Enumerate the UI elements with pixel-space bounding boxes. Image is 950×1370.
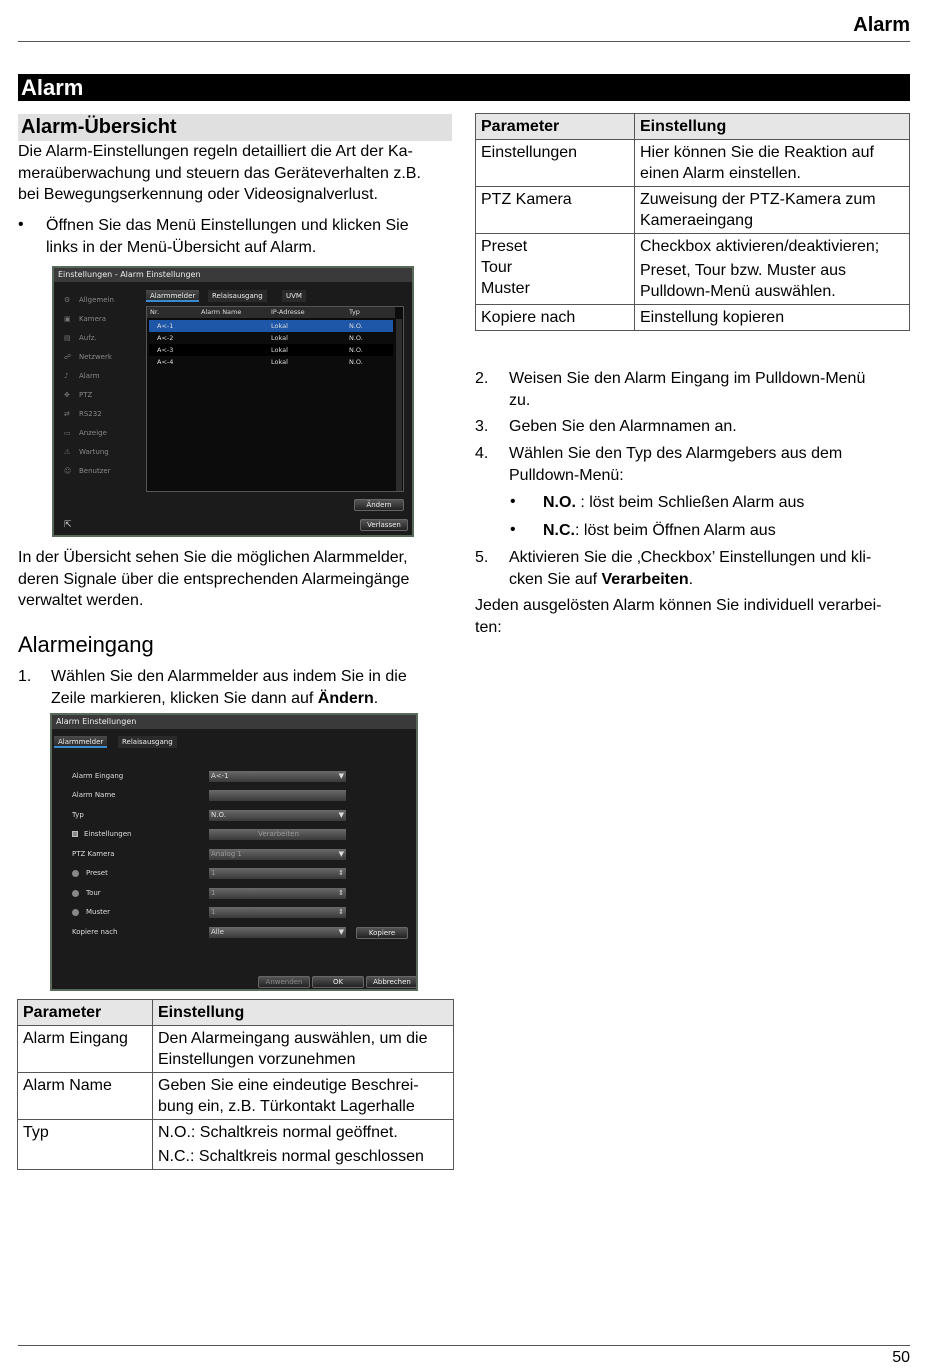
sidebar-item-rs232[interactable] bbox=[64, 408, 102, 420]
table-row[interactable] bbox=[149, 332, 393, 344]
step5-text bbox=[509, 547, 909, 590]
step1-line: Wählen Sie den Alarmmelder aus indem Sie in die bbox=[51, 668, 407, 685]
stepper-value: 1 bbox=[211, 908, 216, 916]
display-icon: ▭ bbox=[64, 429, 71, 437]
back-icon[interactable]: ⇱ bbox=[64, 520, 72, 530]
copy-to-label: Kopiere nach bbox=[72, 928, 118, 936]
sidebar-item-label: Alarm bbox=[79, 372, 100, 380]
sub-bullet-nc bbox=[543, 520, 776, 542]
serial-icon: ⇄ bbox=[64, 410, 70, 418]
sidebar-item-ptz[interactable] bbox=[64, 389, 92, 401]
step1-number: 1. bbox=[18, 668, 32, 685]
bullet-line: links in der Menü-Übersicht auf Alarm. bbox=[46, 238, 317, 256]
select-value: Analog 1 bbox=[211, 850, 242, 858]
page-number: 50 bbox=[892, 1349, 910, 1366]
sidebar-item-camera[interactable] bbox=[64, 313, 106, 325]
chevron-down-icon: ▼ bbox=[338, 811, 344, 819]
sidebar-item-general[interactable] bbox=[64, 294, 114, 306]
copy-to-select[interactable] bbox=[209, 927, 346, 938]
copy-button[interactable]: Kopiere bbox=[356, 927, 408, 939]
stepper-arrows-icon: ⇕ bbox=[338, 889, 344, 897]
cell-nr: A<-4 bbox=[157, 358, 174, 366]
cell-ip: Lokal bbox=[271, 358, 288, 366]
select-value: A<-1 bbox=[211, 772, 229, 780]
bullet-icon: • bbox=[510, 521, 516, 538]
stepper-arrows-icon: ⇕ bbox=[338, 869, 344, 877]
apply-button[interactable]: Anwenden bbox=[258, 976, 310, 988]
sidebar-item-display[interactable] bbox=[64, 427, 107, 439]
table-row bbox=[18, 1120, 454, 1170]
cell-ip: Lokal bbox=[271, 346, 288, 354]
cell-param bbox=[476, 234, 635, 305]
col-nr: Nr. bbox=[150, 308, 160, 316]
intro-line: meraüberwachung und steuern das Geräteverhalten z.B. bbox=[18, 164, 421, 182]
cell-param: PTZ Kamera bbox=[476, 187, 635, 234]
stepper-value: 1 bbox=[211, 869, 216, 877]
screenshot-title: Alarm Einstellungen bbox=[52, 715, 416, 729]
bullet-icon: • bbox=[18, 216, 24, 233]
cell-ip: Lokal bbox=[271, 334, 288, 342]
table-row[interactable] bbox=[149, 320, 393, 332]
text-run: Zeile markieren, klicken Sie dann auf bbox=[51, 689, 318, 707]
bullet-icon: • bbox=[510, 493, 516, 510]
cell-setting bbox=[635, 305, 910, 331]
bold-run: N.O. bbox=[543, 494, 576, 511]
cell-param: Kopiere nach bbox=[476, 305, 635, 331]
overview-after bbox=[18, 547, 458, 612]
cell-setting bbox=[153, 1120, 454, 1170]
step-line: Weisen Sie den Alarm Eingang im Pulldown-Menü bbox=[509, 370, 866, 387]
table-row bbox=[18, 1026, 454, 1073]
alarm-settings-screenshot bbox=[52, 266, 414, 537]
stepper-value: 1 bbox=[211, 889, 216, 897]
step4-text bbox=[509, 443, 909, 486]
header-rule bbox=[18, 41, 910, 42]
alarm-icon: ♪ bbox=[64, 372, 69, 380]
sidebar-item-label: PTZ bbox=[79, 391, 93, 399]
maintenance-icon: ⚠ bbox=[64, 448, 71, 456]
sidebar-item-label: Netzwerk bbox=[79, 353, 112, 361]
cell-line: Kameraeingang bbox=[640, 212, 753, 229]
cell-param: Alarm Eingang bbox=[18, 1026, 153, 1073]
cell-setting bbox=[635, 234, 910, 305]
cell-line: Muster bbox=[481, 280, 530, 297]
select-value: Alle bbox=[211, 928, 224, 936]
ptz-camera-select[interactable] bbox=[209, 849, 346, 860]
sidebar-item-maintenance[interactable] bbox=[64, 446, 109, 458]
cell-type: N.O. bbox=[349, 322, 363, 330]
cell-line: N.C.: Schaltkreis normal geschlossen bbox=[158, 1148, 424, 1165]
alarm-name-label: Alarm Name bbox=[72, 791, 116, 799]
cell-line: Einstellung kopieren bbox=[640, 309, 785, 326]
tab-uvm[interactable]: UVM bbox=[282, 290, 306, 302]
ok-button[interactable]: OK bbox=[312, 976, 364, 988]
alarm-input-screenshot bbox=[50, 713, 418, 991]
sidebar-item-network[interactable] bbox=[64, 351, 112, 363]
overview-title: Alarm-Übersicht bbox=[18, 114, 452, 141]
col-alarm-name: Alarm Name bbox=[201, 308, 242, 316]
list-scrollbar[interactable] bbox=[396, 319, 402, 491]
step1-line bbox=[51, 688, 461, 710]
radio-label: Tour bbox=[86, 889, 101, 897]
cell-line: Checkbox aktivieren/deaktivieren; bbox=[640, 238, 880, 255]
cell-setting bbox=[635, 187, 910, 234]
step1-text bbox=[51, 666, 461, 709]
col-type: Typ bbox=[349, 308, 360, 316]
chevron-down-icon: ▼ bbox=[338, 928, 344, 936]
cell-line: Den Alarmeingang auswählen, um die bbox=[158, 1030, 428, 1047]
table-row bbox=[476, 140, 910, 187]
cell-param: Einstellungen bbox=[476, 140, 635, 187]
exit-button[interactable]: Verlassen bbox=[360, 519, 408, 531]
radio-label: Muster bbox=[86, 908, 111, 916]
change-button[interactable]: Ändern bbox=[354, 499, 404, 511]
step-line bbox=[509, 569, 909, 591]
chevron-down-icon: ▼ bbox=[338, 772, 344, 780]
closing-line: ten: bbox=[475, 618, 502, 636]
cell-nr: A<-3 bbox=[157, 346, 174, 354]
alarm-input-select[interactable] bbox=[209, 771, 346, 782]
radio-icon bbox=[72, 870, 79, 877]
gear-icon: ⚙ bbox=[64, 296, 71, 304]
cell-nr: A<-1 bbox=[157, 322, 174, 330]
step4-number: 4. bbox=[475, 445, 489, 462]
table-header-row bbox=[476, 114, 910, 140]
bold-run: Verarbeiten bbox=[601, 570, 689, 588]
closing-text bbox=[475, 595, 915, 638]
alarm-sensor-list[interactable] bbox=[146, 306, 404, 492]
cell-ip: Lokal bbox=[271, 322, 288, 330]
cell-line: Geben Sie eine eindeutige Beschrei- bbox=[158, 1077, 419, 1094]
overview-intro bbox=[18, 141, 458, 206]
checkbox-label: Einstellungen bbox=[84, 830, 132, 838]
step3-text: Geben Sie den Alarmnamen an. bbox=[509, 418, 737, 435]
after-line: verwaltet werden. bbox=[18, 592, 144, 609]
bullet-line: Öffnen Sie das Menü Einstellungen und klicken Sie bbox=[46, 217, 409, 234]
header-setting: Einstellung bbox=[153, 1000, 454, 1026]
step-line: Pulldown-Menü: bbox=[509, 466, 624, 484]
parameter-table-left bbox=[17, 999, 454, 1170]
user-icon: ☺ bbox=[64, 467, 72, 475]
step-line: Wählen Sie den Typ des Alarmgebers aus dem bbox=[509, 445, 843, 462]
table-row bbox=[18, 1073, 454, 1120]
pattern-stepper[interactable] bbox=[209, 907, 346, 918]
col-ip-address: IP-Adresse bbox=[271, 308, 305, 316]
cell-type: N.O. bbox=[349, 346, 363, 354]
stepper-arrows-icon: ⇕ bbox=[338, 908, 344, 916]
header-setting: Einstellung bbox=[635, 114, 910, 140]
step-line: zu. bbox=[509, 391, 531, 409]
intro-line: Die Alarm-Einstellungen regeln detailliert die Art der Ka- bbox=[18, 143, 413, 160]
network-icon: ☍ bbox=[64, 353, 72, 361]
closing-line: Jeden ausgelösten Alarm können Sie individuell verarbei- bbox=[475, 597, 882, 614]
tour-radio[interactable] bbox=[72, 887, 101, 899]
tab-relay-output[interactable]: Relaisausgang bbox=[118, 736, 177, 748]
list-header bbox=[147, 307, 395, 318]
bold-run: N.C. bbox=[543, 522, 575, 539]
ptz-camera-label: PTZ Kamera bbox=[72, 850, 115, 858]
cell-line: Hier können Sie die Reaktion auf bbox=[640, 144, 874, 161]
tour-stepper[interactable] bbox=[209, 888, 346, 899]
radio-icon bbox=[72, 909, 79, 916]
pattern-radio[interactable] bbox=[72, 906, 110, 918]
page-header-title: Alarm bbox=[853, 14, 910, 36]
cell-type: N.O. bbox=[349, 334, 363, 342]
step5-number: 5. bbox=[475, 549, 489, 566]
cell-line: Zuweisung der PTZ-Kamera zum bbox=[640, 191, 876, 208]
preset-stepper[interactable] bbox=[209, 868, 346, 879]
type-label: Typ bbox=[72, 811, 84, 819]
sidebar-item-record[interactable] bbox=[64, 332, 97, 344]
header-parameter: Parameter bbox=[18, 1000, 153, 1026]
cell-line: Pulldown-Menü auswählen. bbox=[640, 283, 836, 300]
type-select[interactable] bbox=[209, 810, 346, 821]
record-icon: ▤ bbox=[64, 334, 71, 342]
cell-line: Preset bbox=[481, 238, 528, 255]
table-row bbox=[476, 305, 910, 331]
ptz-icon: ✥ bbox=[64, 391, 70, 399]
bold-run: Ändern bbox=[317, 689, 374, 707]
sub-bullet-no bbox=[543, 492, 804, 514]
cell-setting bbox=[153, 1026, 454, 1073]
header-parameter: Parameter bbox=[476, 114, 635, 140]
sidebar-item-label: Wartung bbox=[79, 448, 109, 456]
sidebar-item-label: Anzeige bbox=[79, 429, 107, 437]
alarm-input-label: Alarm Eingang bbox=[72, 772, 124, 780]
cell-line: Tour bbox=[481, 259, 513, 276]
sidebar-item-alarm[interactable] bbox=[64, 370, 100, 382]
cell-setting bbox=[635, 140, 910, 187]
overview-bullet bbox=[46, 215, 456, 258]
table-header-row bbox=[18, 1000, 454, 1026]
step-line: Aktivieren Sie die ‚Checkbox’ Einstellungen und kli- bbox=[509, 549, 872, 566]
text-run: : löst beim Schließen Alarm aus bbox=[575, 494, 805, 511]
alarm-input-title: Alarmeingang bbox=[18, 632, 154, 657]
parameter-table-right bbox=[475, 113, 910, 331]
cell-line: einen Alarm einstellen. bbox=[640, 165, 801, 182]
sidebar-item-label: Aufz. bbox=[79, 334, 97, 342]
cell-param: Alarm Name bbox=[18, 1073, 153, 1120]
checkbox-icon bbox=[72, 831, 78, 837]
table-row[interactable] bbox=[149, 356, 393, 368]
table-row[interactable] bbox=[149, 344, 393, 356]
radio-icon bbox=[72, 890, 79, 897]
intro-line: bei Bewegungserkennung oder Videosignalverlust. bbox=[18, 186, 378, 203]
screenshot-title: Einstellungen - Alarm Einstellungen bbox=[54, 268, 412, 282]
cell-line: Preset, Tour bzw. Muster aus bbox=[640, 262, 847, 279]
sidebar-item-label: Kamera bbox=[79, 315, 107, 323]
settings-checkbox[interactable] bbox=[72, 828, 131, 840]
text-run: cken Sie auf bbox=[509, 570, 602, 588]
cell-line: Einstellungen vorzunehmen bbox=[158, 1051, 356, 1068]
cell-param: Typ bbox=[18, 1120, 153, 1170]
text-run: . bbox=[688, 570, 694, 588]
text-run: : löst beim Öffnen Alarm aus bbox=[575, 522, 776, 539]
after-line: deren Signale über die entsprechenden Alarmeingänge bbox=[18, 570, 410, 588]
text-run: . bbox=[373, 689, 379, 707]
alarm-name-input[interactable] bbox=[209, 790, 346, 801]
section-title: Alarm bbox=[18, 74, 910, 101]
cell-line: N.O.: Schaltkreis normal geöffnet. bbox=[158, 1124, 398, 1141]
table-row bbox=[476, 234, 910, 305]
sidebar-item-label: RS232 bbox=[79, 410, 102, 418]
sidebar-item-label: Benutzer bbox=[79, 467, 111, 475]
process-button[interactable]: Verarbeiten bbox=[209, 829, 346, 840]
chevron-down-icon: ▼ bbox=[338, 850, 344, 858]
tab-relay-output[interactable]: Relaisausgang bbox=[208, 290, 267, 302]
tab-alarm-sensor[interactable]: Alarmmelder bbox=[54, 736, 107, 748]
footer-rule bbox=[18, 1345, 910, 1346]
tab-alarm-sensor[interactable]: Alarmmelder bbox=[146, 290, 199, 302]
preset-radio[interactable] bbox=[72, 867, 108, 879]
cell-setting bbox=[153, 1073, 454, 1120]
cell-line: bung ein, z.B. Türkontakt Lagerhalle bbox=[158, 1098, 415, 1115]
table-row bbox=[476, 187, 910, 234]
select-value: N.O. bbox=[211, 811, 226, 819]
cancel-button[interactable]: Abbrechen bbox=[366, 976, 418, 988]
sidebar-item-label: Allgemein bbox=[79, 296, 114, 304]
step2-number: 2. bbox=[475, 370, 489, 387]
radio-label: Preset bbox=[86, 869, 108, 877]
step2-text bbox=[509, 368, 909, 411]
step3-number: 3. bbox=[475, 418, 489, 435]
sidebar-item-user[interactable] bbox=[64, 465, 111, 477]
cell-nr: A<-2 bbox=[157, 334, 174, 342]
after-line: In der Übersicht sehen Sie die möglichen Alarmmelder, bbox=[18, 549, 408, 566]
cell-type: N.O. bbox=[349, 358, 363, 366]
camera-icon: ▣ bbox=[64, 315, 71, 323]
